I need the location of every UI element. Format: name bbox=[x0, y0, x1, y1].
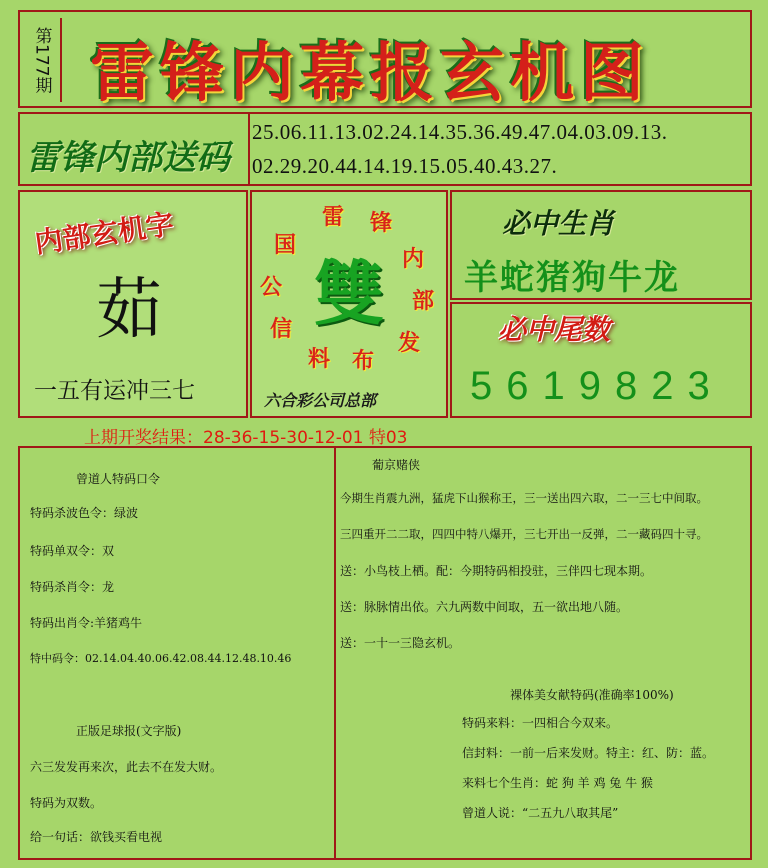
xuanji-verse: 一五有运冲三七 bbox=[34, 378, 195, 404]
issue-label bbox=[24, 18, 62, 102]
football-line-1: 六三发发再来次，此去不在发大财。 bbox=[30, 760, 223, 774]
center-box bbox=[250, 190, 448, 418]
xuanji-char: 茹 bbox=[96, 271, 162, 348]
ring-char-3: 内 bbox=[402, 246, 425, 272]
football-title: 正版足球报(文字版) bbox=[76, 724, 182, 738]
football-line-3: 给一句话：欲钱买看电视 bbox=[30, 830, 163, 844]
last-result: 上期开奖结果：28-36-15-30-12-01 特03 bbox=[84, 428, 408, 448]
beauty-line-4: 曾道人说：“二五九八取其尾” bbox=[462, 806, 619, 820]
ring-char-7: 料 bbox=[308, 346, 331, 372]
beauty-line-1: 特码来料：一四相合今双来。 bbox=[462, 716, 619, 730]
ring-char-2: 锋 bbox=[370, 210, 393, 236]
bottom-box bbox=[18, 446, 752, 860]
inner-codes-label: 雷锋内部送码 bbox=[26, 138, 230, 178]
header-box bbox=[18, 10, 752, 111]
left-col-line-3: 特码杀肖令：龙 bbox=[30, 580, 115, 594]
left-col-title: 曾道人特码口令 bbox=[76, 472, 161, 486]
right-col-title: 葡京赌侠 bbox=[372, 458, 421, 472]
shengxiao-value: 羊蛇猪狗牛龙 bbox=[464, 258, 680, 298]
ring-char-6: 布 bbox=[352, 348, 375, 374]
bottom-divider bbox=[334, 448, 336, 858]
inner-codes-line2: 02.29.20.44.14.19.15.05.40.43.27. bbox=[252, 154, 558, 178]
shengxiao-label: 必中生肖 bbox=[502, 207, 615, 240]
ring-char-9: 公 bbox=[260, 274, 283, 300]
left-col-line-1: 特码杀波色令：绿波 bbox=[30, 506, 139, 520]
right-col-line-1: 今期生肖震九洲，猛虎下山猴称王，三一送出四六取，二一三七中间取。 bbox=[340, 491, 708, 505]
issue-label-text: 第177期 bbox=[31, 26, 52, 94]
ring-char-8: 信 bbox=[270, 316, 293, 342]
inner-codes-box bbox=[18, 112, 752, 186]
weishu-label: 必中尾数 bbox=[498, 313, 611, 346]
xuanji-label: 内部玄机字 bbox=[32, 207, 176, 260]
xuanji-box bbox=[18, 190, 248, 418]
beauty-line-2: 信封料：一前一后来发财。特主：红、防：蓝。 bbox=[462, 746, 715, 760]
inner-codes-divider bbox=[248, 114, 250, 184]
ring-char-10: 国 bbox=[274, 232, 297, 258]
weishu-value: 5619823 bbox=[470, 364, 724, 408]
shengxiao-box bbox=[450, 190, 752, 300]
left-col-line-4: 特码出肖令:羊猪鸡牛 bbox=[30, 616, 143, 630]
center-big-char: 雙 bbox=[314, 252, 384, 335]
right-col-line-2: 三四重开二二取，四四中特八爆开，三七开出一反弹，二一藏码四十寻。 bbox=[340, 527, 708, 541]
right-col-line-5: 送：一十一三隐玄机。 bbox=[340, 636, 461, 650]
football-line-2: 特码为双数。 bbox=[30, 796, 103, 810]
right-col-line-4: 送：脉脉情出依。六九两数中间取，五一欲出地八随。 bbox=[340, 600, 629, 614]
page-title: 雷锋内幕报玄机图 bbox=[90, 36, 650, 111]
beauty-line-3: 来料七个生肖：蛇 狗 羊 鸡 兔 牛 猴 bbox=[462, 776, 653, 790]
ring-char-1: 雷 bbox=[322, 204, 345, 230]
inner-codes-line1: 25.06.11.13.02.24.14.35.36.49.47.04.03.09.13. bbox=[252, 120, 668, 144]
left-col-line-2: 特码单双令：双 bbox=[30, 544, 115, 558]
weishu-box bbox=[450, 302, 752, 418]
ring-char-5: 发 bbox=[398, 330, 421, 356]
right-col-line-3: 送：小鸟枝上栖。配：今期特码相投驻，三伴四七现本期。 bbox=[340, 564, 653, 578]
left-col-line-5: 特中码令：02.14.04.40.06.42.08.44.12.48.10.46 bbox=[30, 652, 292, 665]
center-footer: 六合彩公司总部 bbox=[264, 391, 377, 410]
beauty-title: 裸体美女献特码(准确率100%) bbox=[510, 688, 674, 702]
ring-char-4: 部 bbox=[412, 288, 435, 314]
